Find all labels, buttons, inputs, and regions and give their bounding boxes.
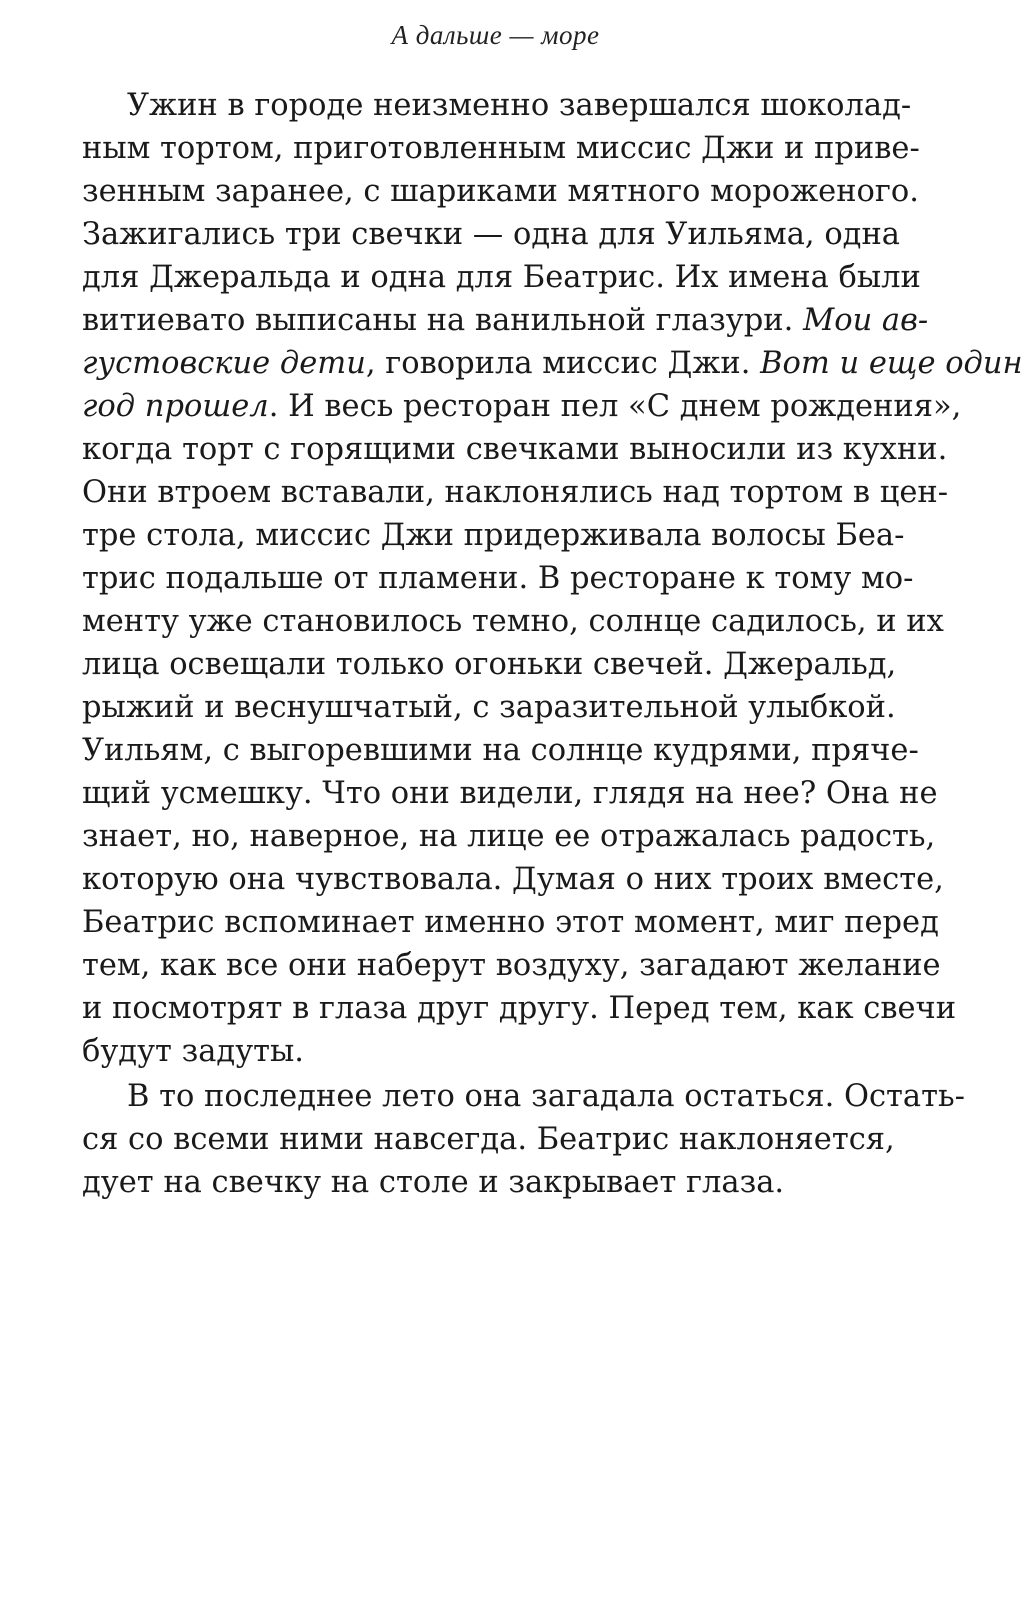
text-segment: витиевато выписаны на ванильной глазури. [82,303,803,338]
text-segment: и посмотрят в глаза друг другу. Перед тем, как свечи [82,991,957,1026]
text-segment: ным тортом, приготовленным миссис Джи и приве- [82,131,920,166]
text-line [82,514,905,557]
text-line [82,729,919,772]
text-segment: . И весь ресторан пел «С днем рождения», [268,389,962,424]
text-segment: лица освещали только огоньки свечей. Джеральд, [82,647,897,682]
italic-text: густовские дети [82,346,366,381]
text-segment: рыжий и веснушчатый, с заразительной улыбкой. [82,690,896,725]
text-line [82,84,912,127]
text-segment: будут задуты. [82,1034,304,1069]
text-line [82,428,948,471]
text-segment: В то последнее лето она загадала остаться. Остать- [127,1079,965,1114]
italic-text: год прошел [82,389,269,424]
text-segment: Они втроем вставали, наклонялись над тортом в цен- [82,475,949,510]
running-header: А дальше — море [391,20,600,50]
text-segment: ся со всеми ними навсегда. Беатрис наклоняется, [82,1122,895,1157]
text-line [82,987,957,1030]
text-line [82,901,939,944]
text-segment: Зажигались три свечки — одна для Уильяма, одна [82,217,900,252]
text-line [82,385,962,428]
text-segment: Беатрис вспоминает именно этот момент, миг перед [82,905,939,940]
text-line [82,944,941,987]
paragraph [82,1075,965,1204]
text-segment: знает, но, наверное, на лице ее отражалась радость, [82,819,936,854]
text-segment: когда торт с горящими свечками выносили из кухни. [82,432,948,467]
text-line [82,686,896,729]
text-line [82,643,897,686]
text-line [82,127,920,170]
text-segment: трис подальше от пламени. В ресторане к тому мо- [82,561,914,596]
text-line [82,815,936,858]
text-line [82,1161,862,1204]
text-segment: Уильям, с выгоревшими на солнце кудрями, пряче- [82,733,919,768]
text-segment: дует на свечку на столе и закрывает глаза. [82,1165,785,1200]
text-segment: которую она чувствовала. Думая о них троих вместе, [82,862,944,897]
body-text [82,84,1023,1204]
italic-text: Мои ав- [802,303,929,338]
text-line [82,170,919,213]
text-segment: Ужин в городе неизменно завершался шоколад- [127,88,912,123]
text-line [82,1075,965,1118]
text-segment: тре стола, миссис Джи придерживала волосы Беа- [82,518,905,553]
text-line [82,557,914,600]
text-segment: менту уже становилось темно, солнце садилось, и их [82,604,944,639]
italic-text: Вот и еще один [760,346,1023,381]
text-line [82,1118,895,1161]
text-line [82,858,944,901]
text-line [82,600,944,643]
text-segment: тем, как все они наберут воздуху, загадают желание [82,948,941,983]
text-line [82,772,938,815]
text-segment: , говорила миссис Джи. [365,346,761,381]
text-line [82,342,1023,385]
text-segment: щий усмешку. Что они видели, глядя на нее? Она не [82,776,938,811]
text-line [82,299,929,342]
text-line [82,1030,862,1073]
text-segment: для Джеральда и одна для Беатрис. Их имена были [82,260,921,295]
paragraph [82,84,1023,1073]
text-line [82,256,921,299]
text-segment: зенным заранее, с шариками мятного мороженого. [82,174,919,209]
text-line [82,213,900,256]
text-line [82,471,949,514]
